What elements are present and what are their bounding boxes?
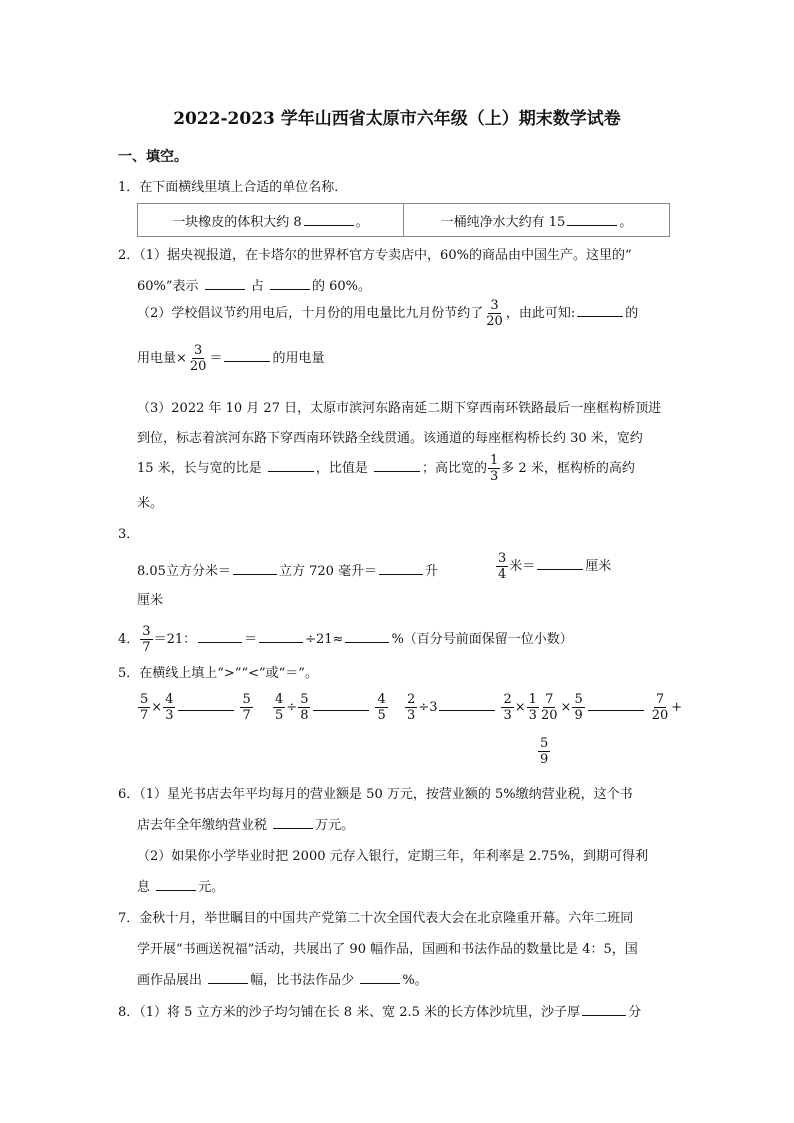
question-text: 8.05立方分米＝ [137, 564, 231, 579]
question-5 [118, 662, 318, 681]
question-text: 占 [250, 279, 264, 294]
question-text: 厘米 [585, 559, 612, 574]
question-7-line2 [137, 938, 638, 957]
question-text: 的 [625, 306, 639, 321]
question-text: （1）星光书店去年平均每月的营业额是 50 万元，按营业额的 5%缴纳营业税，这个书 [139, 787, 633, 802]
question-text: 的用电量 [272, 351, 325, 366]
fraction: $\frac{3}{7}$ [142, 624, 151, 655]
question-number: 5． [118, 666, 140, 681]
compare-expr-2 [272, 692, 389, 723]
question-text: 的 60%。 [311, 279, 372, 294]
question-2-part3-line1 [137, 397, 661, 416]
operator: × [560, 700, 572, 715]
question-text: 用电量× [137, 351, 187, 366]
question-text: 到位，标志着滨河东路下穿西南环铁路全线贯通。该通道的每座框构桥长约 30 米，宽约 [137, 431, 643, 446]
question-text: （1）将 5 立方米的沙子均匀铺在长 8 米、宽 2.5 米的长方体沙坑里，沙子厚 [139, 1005, 581, 1020]
answer-blank[interactable] [588, 698, 644, 711]
question-7-line3 [137, 969, 428, 988]
answer-blank[interactable] [304, 213, 354, 226]
fraction: $\frac{3}{20}$ [486, 298, 503, 329]
answer-blank[interactable] [224, 349, 270, 362]
question-6-line2 [137, 814, 354, 833]
section-heading: 一、填空。 [118, 149, 188, 165]
compare-expr-3 [404, 692, 540, 723]
fraction: $\frac{4}{5}$ [275, 692, 284, 723]
answer-blank[interactable] [233, 562, 277, 575]
question-text: ，比值是 [315, 461, 368, 476]
question-6-line4 [137, 876, 224, 895]
question-text: ；高比宽的 [421, 461, 487, 476]
unit-cell-eraser: 一块橡皮的体积大约 8 。 [138, 204, 404, 237]
operator: ÷ [286, 700, 298, 715]
question-3-line1 [137, 560, 438, 579]
answer-blank[interactable] [439, 698, 495, 711]
question-text: 元。 [198, 880, 225, 895]
question-text: 升 [425, 564, 439, 579]
fraction: $\frac{4}{3}$ [165, 692, 174, 723]
question-number: 1． [118, 180, 140, 195]
question-6-line1 [118, 783, 633, 802]
operator: + [671, 700, 683, 715]
question-text: 在下面横线里填上合适的单位名称． [139, 180, 348, 195]
answer-blank[interactable] [273, 816, 313, 829]
question-text: （3）2022 年 10 月 27 日，太原市滨河东路南延二期下穿西南环铁路最后一座框构桥顶进 [137, 401, 662, 416]
question-text: 厘米 [137, 593, 164, 608]
number: 3 [429, 700, 438, 715]
fraction: $\frac{5}{7}$ [242, 692, 251, 723]
answer-blank[interactable] [313, 698, 369, 711]
fraction: $\frac{4}{5}$ [377, 692, 386, 723]
question-text: （2）学校倡议节约用电后，十月份的用电量比九月份节约了 [137, 306, 484, 321]
fraction: $\frac{1}{3}$ [528, 692, 537, 723]
operator: ÷ [418, 700, 430, 715]
question-2-part1-line1 [118, 244, 632, 263]
question-text: 分 [628, 1005, 642, 1020]
question-text: ＝ [209, 351, 223, 366]
answer-blank[interactable] [205, 277, 245, 290]
question-2-part3-line4 [137, 492, 163, 511]
question-text: ＝ [244, 632, 258, 647]
question-6-line3 [137, 845, 648, 864]
question-text: 幅，比书法作品少 [250, 973, 355, 988]
question-text: 学开展“书画送祝福”活动，共展出了 90 幅作品，国画和书法作品的数量比是 4：5，国 [137, 942, 638, 957]
page-title: 2022-2023 学年山西省太原市六年级（上）期末数学试卷 [173, 109, 621, 129]
fraction: $\frac{7}{20}$ [651, 692, 669, 723]
answer-blank[interactable] [567, 213, 617, 226]
fraction: $\frac{2}{3}$ [503, 692, 512, 723]
question-text: %（百分号前面保留一位小数） [391, 632, 573, 647]
fraction: $\frac{7}{20}$ [541, 692, 558, 723]
question-2-part2-line2 [137, 343, 324, 374]
question-2-part3-line3 [137, 453, 635, 484]
answer-blank[interactable] [379, 562, 423, 575]
question-text: 店去年全年缴纳营业税 [137, 818, 268, 833]
answer-blank[interactable] [178, 698, 234, 711]
question-text: ＝21： [153, 632, 197, 647]
fraction: $\frac{1}{3}$ [490, 453, 499, 484]
answer-blank[interactable] [537, 557, 583, 570]
question-2-part3-line2 [137, 427, 643, 446]
question-text: 息 [137, 880, 151, 895]
question-4 [118, 624, 573, 655]
answer-blank[interactable] [259, 630, 303, 643]
question-text: 立方 720 毫升＝ [278, 564, 378, 579]
answer-blank[interactable] [270, 277, 310, 290]
question-text: 多 2 米，框构桥的高约 [501, 461, 635, 476]
question-3-part3 [495, 551, 611, 582]
compare-expr-1 [137, 692, 254, 723]
question-number: 3． [118, 527, 140, 542]
question-7-line1 [118, 907, 633, 926]
question-text: 万元。 [315, 818, 355, 833]
question-text: 60%”表示 [137, 279, 199, 294]
answer-blank[interactable] [208, 971, 248, 984]
question-text: 金秋十月，举世瞩目的中国共产党第二十次全国代表大会在北京隆重开幕。六年二班同 [139, 911, 634, 926]
fraction: $\frac{5}{9}$ [540, 736, 549, 767]
question-text: 米。 [137, 496, 164, 511]
question-text: 在横线上填上“>”“<”或“＝”。 [139, 666, 318, 681]
answer-blank[interactable] [577, 304, 623, 317]
question-text: 画作品展出 [137, 973, 203, 988]
answer-blank[interactable] [268, 459, 314, 472]
question-8 [118, 1001, 641, 1020]
question-number: 6． [118, 787, 140, 802]
answer-blank[interactable] [582, 1003, 626, 1016]
fraction: $\frac{5}{8}$ [300, 692, 309, 723]
question-3-line2 [137, 589, 163, 608]
unit-cell-water: 一桶纯净水大约有 15 。 [404, 204, 670, 237]
question-number: 8． [118, 1005, 140, 1020]
operator: × [151, 700, 163, 715]
answer-blank[interactable] [156, 878, 196, 891]
question-text: ÷21≈ [305, 632, 344, 647]
question-number: 7． [118, 911, 140, 926]
fraction: $\frac{5}{7}$ [140, 692, 149, 723]
unit-table [137, 203, 670, 237]
compare-expr-4-cont [537, 736, 551, 767]
question-text: %。 [402, 973, 428, 988]
question-text: 15 米，长与宽的比是 [137, 461, 262, 476]
question-text: 米＝ [509, 559, 536, 574]
answer-blank[interactable] [360, 971, 400, 984]
question-text: （1）据央视报道，在卡塔尔的世界杯官方专卖店中，60%的商品由中国生产。这里的“ [139, 248, 632, 263]
question-text: ，由此可知: [505, 306, 576, 321]
compare-expr-4 [538, 692, 682, 723]
fraction: $\frac{5}{9}$ [574, 692, 583, 723]
question-1 [118, 176, 347, 195]
operator: × [514, 700, 526, 715]
fraction: $\frac{3}{20}$ [189, 343, 207, 374]
question-2-part1-line2 [137, 275, 371, 294]
question-3 [118, 523, 139, 542]
question-text: （2）如果你小学毕业时把 2000 元存入银行，定期三年，年利率是 2.75%，到期可得利 [137, 849, 649, 864]
question-number: 4． [118, 632, 140, 647]
question-2-part2-line1 [137, 298, 638, 329]
answer-blank[interactable] [345, 630, 389, 643]
question-number: 2． [118, 248, 140, 263]
fraction: $\frac{2}{3}$ [407, 692, 416, 723]
answer-blank[interactable] [198, 630, 242, 643]
answer-blank[interactable] [374, 459, 420, 472]
fraction: $\frac{3}{4}$ [498, 551, 507, 582]
